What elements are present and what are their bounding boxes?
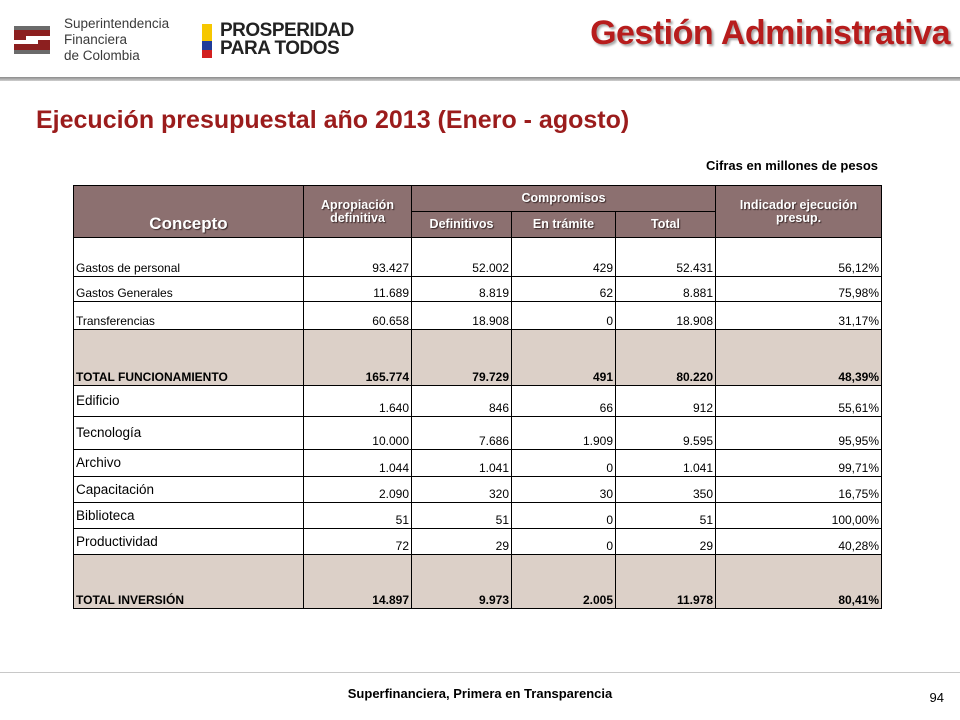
- cell-en-tramite: 66: [512, 386, 616, 417]
- cell-indicador: 95,95%: [716, 417, 882, 450]
- page-number: 94: [929, 690, 944, 705]
- cell-en-tramite: 0: [512, 302, 616, 330]
- header-compromisos: Compromisos: [412, 186, 716, 212]
- cell-indicador: 55,61%: [716, 386, 882, 417]
- cell-total: 9.595: [616, 417, 716, 450]
- cell-indicador: 56,12%: [716, 238, 882, 277]
- cell-apropiacion: 165.774: [304, 330, 412, 386]
- cell-en-tramite: 62: [512, 277, 616, 302]
- header-indicador: Indicador ejecución presup.: [716, 186, 882, 238]
- cell-en-tramite: 429: [512, 238, 616, 277]
- cell-total: 29: [616, 529, 716, 555]
- cell-total: 11.978: [616, 555, 716, 609]
- cell-apropiacion: 72: [304, 529, 412, 555]
- cell-indicador: 16,75%: [716, 477, 882, 503]
- cell-total: 350: [616, 477, 716, 503]
- table-row: [74, 386, 882, 417]
- cell-concepto: Archivo: [74, 450, 304, 477]
- cell-total: 52.431: [616, 238, 716, 277]
- cell-total: 51: [616, 503, 716, 529]
- cell-en-tramite: 30: [512, 477, 616, 503]
- table-row: [74, 450, 882, 477]
- cell-indicador: 31,17%: [716, 302, 882, 330]
- header-apropiacion: Apropiación definitiva: [304, 186, 412, 238]
- section-title: Gestión Administrativa: [590, 14, 950, 52]
- cell-definitivos: 51: [412, 503, 512, 529]
- table-row-total: [74, 330, 882, 386]
- logo-pros-line-1: PROSPERIDAD: [220, 20, 354, 41]
- table-row: [74, 238, 882, 277]
- table-row: [74, 529, 882, 555]
- cell-concepto: Gastos Generales: [74, 277, 304, 302]
- cell-indicador: 80,41%: [716, 555, 882, 609]
- cell-total: 18.908: [616, 302, 716, 330]
- cell-definitivos: 320: [412, 477, 512, 503]
- logo-pros-line-2: PARA TODOS: [220, 38, 340, 59]
- cell-apropiacion: 2.090: [304, 477, 412, 503]
- superfinanciera-logo: [6, 14, 176, 66]
- cell-concepto: Gastos de personal: [74, 238, 304, 277]
- cell-definitivos: 9.973: [412, 555, 512, 609]
- cell-concepto: Capacitación: [74, 477, 304, 503]
- cell-en-tramite: 0: [512, 529, 616, 555]
- cell-apropiacion: 51: [304, 503, 412, 529]
- cell-concepto: TOTAL INVERSIÓN: [74, 555, 304, 609]
- header-divider: [0, 77, 960, 81]
- cell-total: 912: [616, 386, 716, 417]
- cell-apropiacion: 11.689: [304, 277, 412, 302]
- logo-sfc-line-2: Financiera: [64, 32, 128, 47]
- table-row: [74, 417, 882, 450]
- header-total: Total: [616, 212, 716, 238]
- cell-total: 80.220: [616, 330, 716, 386]
- cell-apropiacion: 10.000: [304, 417, 412, 450]
- table-row: [74, 302, 882, 330]
- cell-apropiacion: 1.044: [304, 450, 412, 477]
- footer-divider: [0, 672, 960, 673]
- cell-concepto: Productividad: [74, 529, 304, 555]
- colombia-flag-icon: [202, 24, 212, 58]
- cell-apropiacion: 93.427: [304, 238, 412, 277]
- table-row: [74, 477, 882, 503]
- cell-definitivos: 1.041: [412, 450, 512, 477]
- units-note: Cifras en millones de pesos: [706, 158, 878, 173]
- cell-total: 8.881: [616, 277, 716, 302]
- cell-definitivos: 7.686: [412, 417, 512, 450]
- cell-indicador: 100,00%: [716, 503, 882, 529]
- cell-definitivos: 8.819: [412, 277, 512, 302]
- header-en-tramite: En trámite: [512, 212, 616, 238]
- cell-en-tramite: 491: [512, 330, 616, 386]
- cell-en-tramite: 2.005: [512, 555, 616, 609]
- logo-sfc-line-1: Superintendencia: [64, 16, 170, 31]
- cell-indicador: 48,39%: [716, 330, 882, 386]
- cell-en-tramite: 0: [512, 450, 616, 477]
- cell-concepto: Edificio: [74, 386, 304, 417]
- table-row: [74, 503, 882, 529]
- cell-indicador: 99,71%: [716, 450, 882, 477]
- cell-apropiacion: 14.897: [304, 555, 412, 609]
- header-concepto: Concepto: [74, 186, 304, 238]
- cell-definitivos: 29: [412, 529, 512, 555]
- header-definitivos: Definitivos: [412, 212, 512, 238]
- cell-definitivos: 52.002: [412, 238, 512, 277]
- page-subtitle: Ejecución presupuestal año 2013 (Enero - agosto): [36, 106, 630, 134]
- slide-header: [0, 0, 960, 78]
- cell-total: 1.041: [616, 450, 716, 477]
- cell-concepto: Tecnología: [74, 417, 304, 450]
- superfinanciera-emblem-icon: [8, 16, 56, 64]
- table-row-total: [74, 555, 882, 609]
- cell-definitivos: 18.908: [412, 302, 512, 330]
- cell-en-tramite: 0: [512, 503, 616, 529]
- cell-apropiacion: 1.640: [304, 386, 412, 417]
- cell-concepto: TOTAL FUNCIONAMIENTO: [74, 330, 304, 386]
- budget-table: [73, 185, 882, 609]
- footer-tagline: Superfinanciera, Primera en Transparencia: [347, 686, 613, 701]
- cell-concepto: Transferencias: [74, 302, 304, 330]
- cell-indicador: 75,98%: [716, 277, 882, 302]
- cell-apropiacion: 60.658: [304, 302, 412, 330]
- cell-concepto: Biblioteca: [74, 503, 304, 529]
- table-row: [74, 277, 882, 302]
- prosperidad-logo: [202, 22, 352, 62]
- cell-definitivos: 79.729: [412, 330, 512, 386]
- logo-sfc-line-3: de Colombia: [64, 48, 140, 63]
- cell-definitivos: 846: [412, 386, 512, 417]
- cell-indicador: 40,28%: [716, 529, 882, 555]
- cell-en-tramite: 1.909: [512, 417, 616, 450]
